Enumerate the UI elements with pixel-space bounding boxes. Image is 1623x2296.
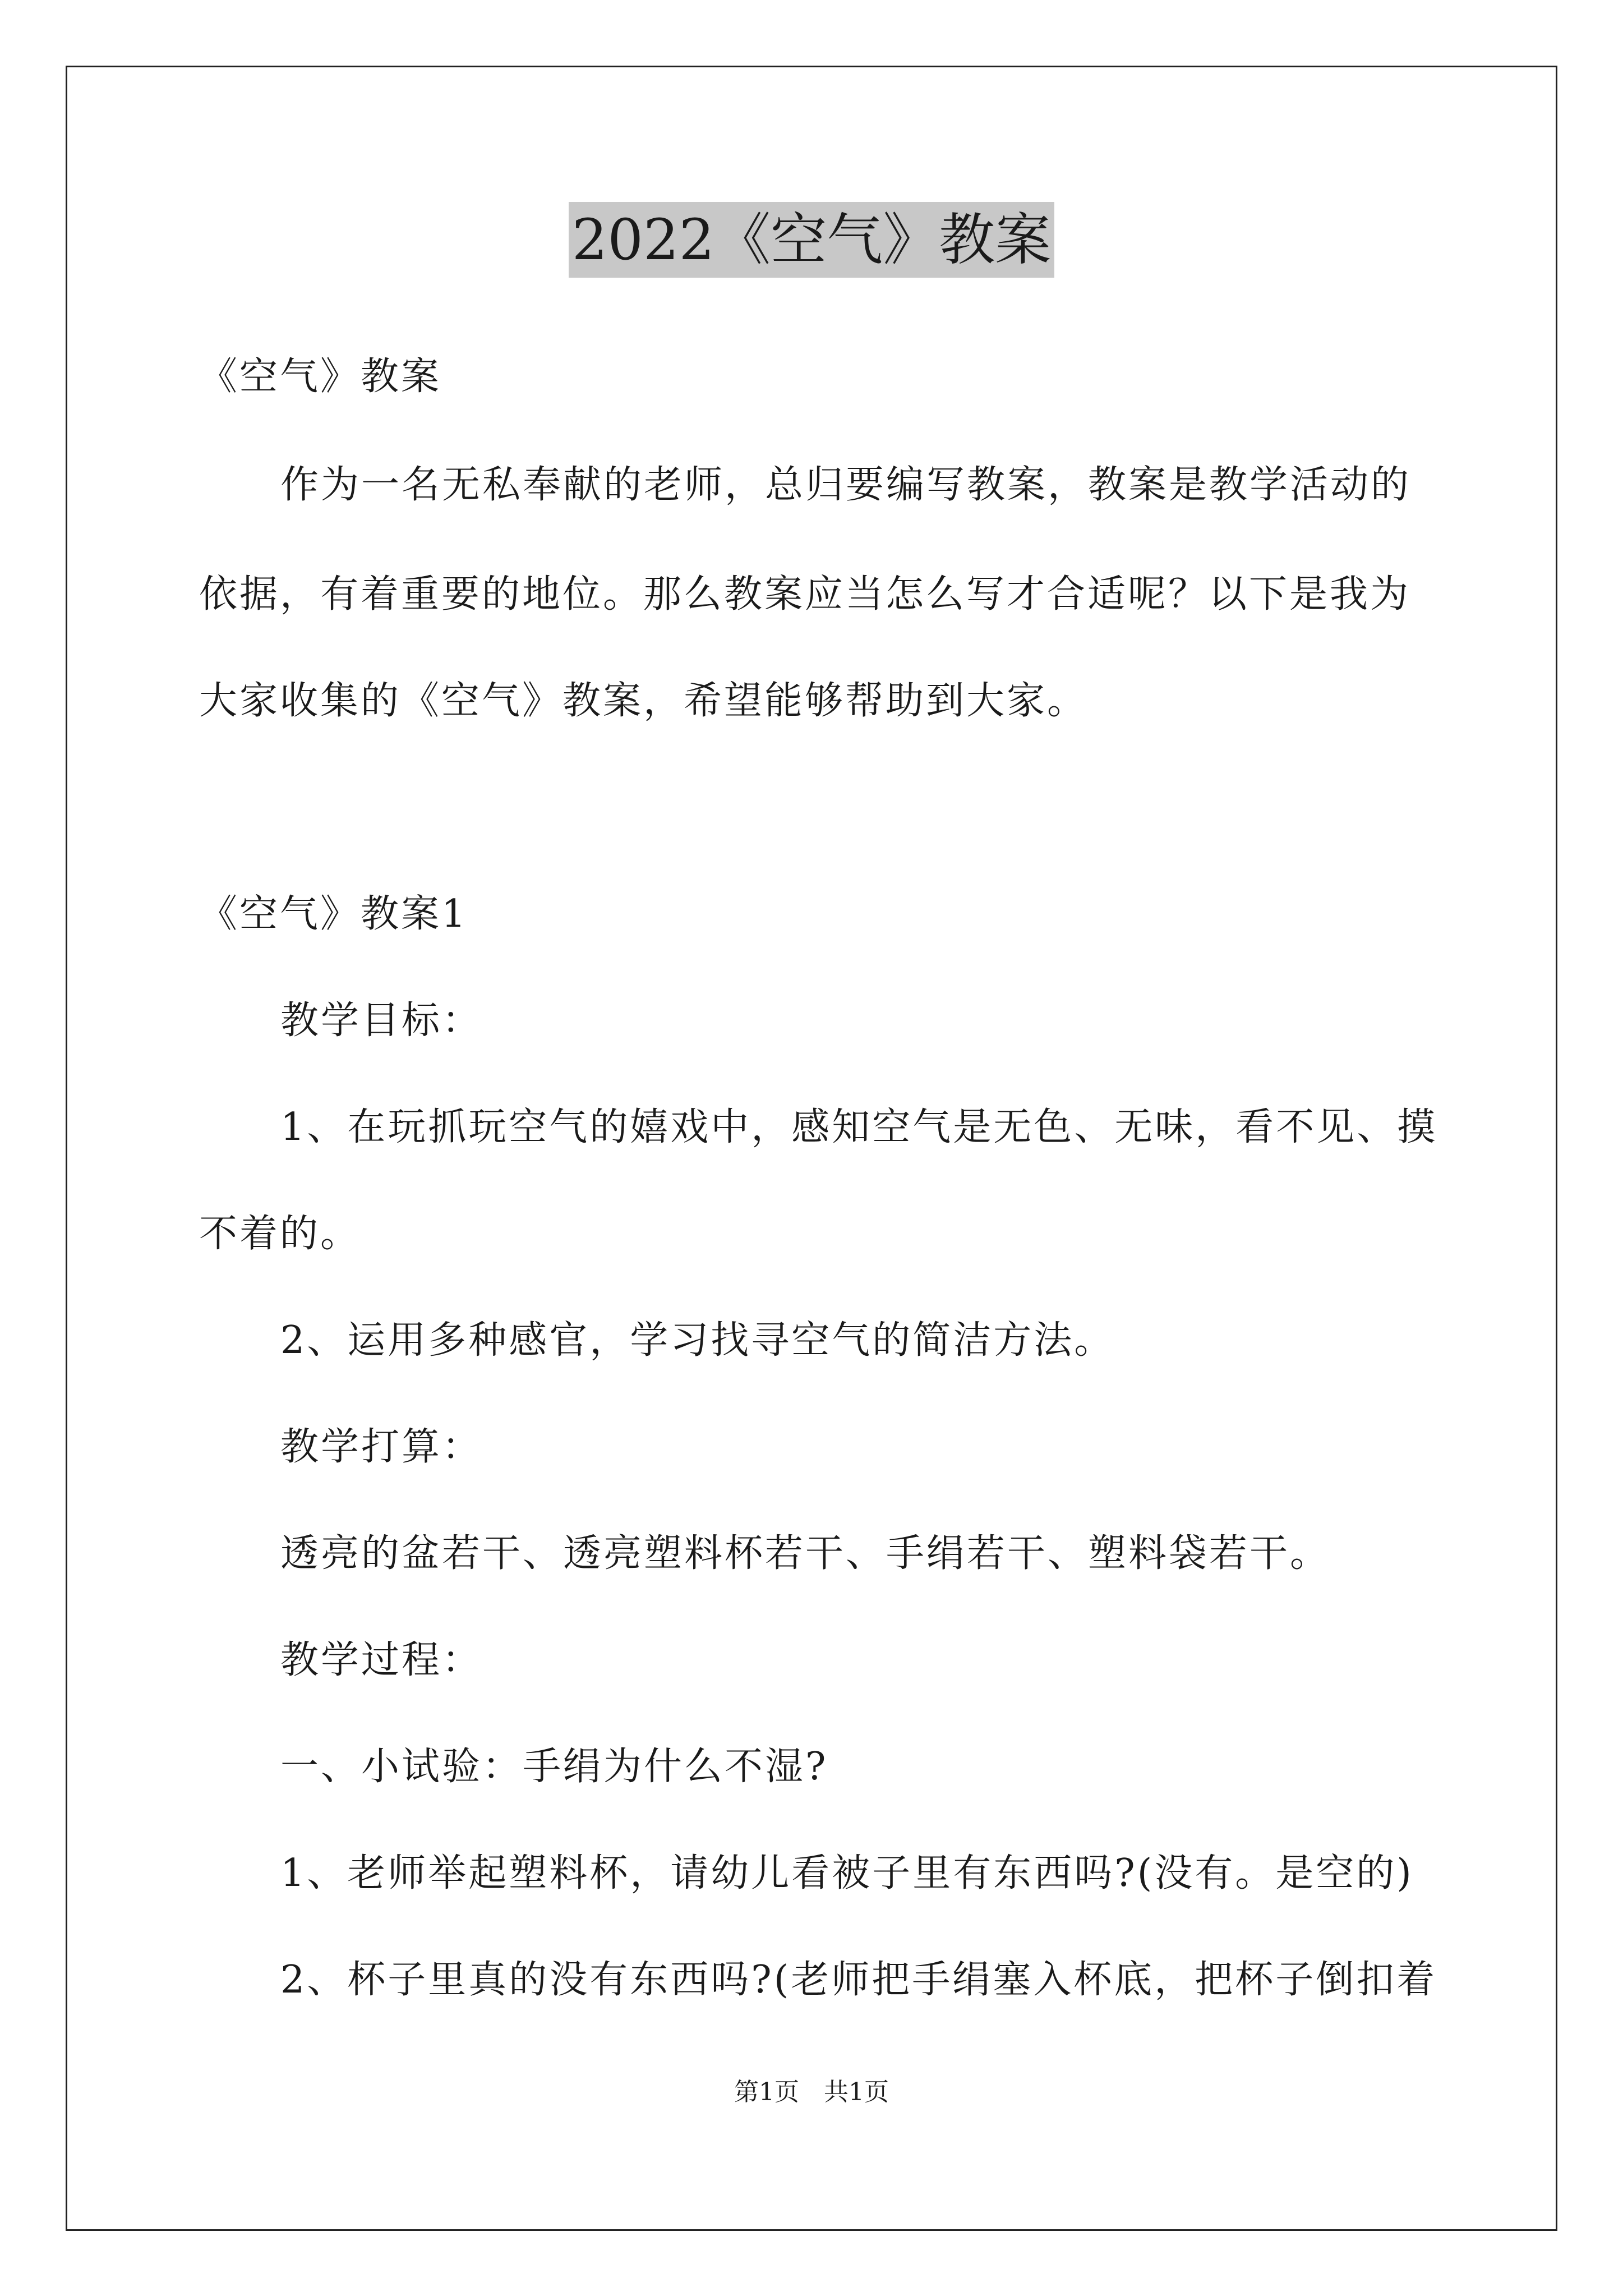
paragraph-line: 2、运用多种感官，学习找寻空气的简洁方法。	[280, 1318, 1115, 1363]
section-heading: 《空气》教案1	[199, 892, 468, 936]
paragraph-line: 教学打算：	[280, 1425, 483, 1469]
paragraph-line: 大家收集的《空气》教案，希望能够帮助到大家。	[199, 679, 1088, 723]
paragraph-line: 作为一名无私奉献的老师，总归要编写教案，教案是教学活动的	[280, 463, 1412, 507]
title-container	[0, 202, 1623, 278]
paragraph-line: 教学过程：	[280, 1638, 483, 1682]
document-title: 2022《空气》教案	[569, 202, 1055, 278]
paragraph-line: 1、老师举起塑料杯，请幼儿看被子里有东西吗?(没有。是空的)	[280, 1851, 1414, 1895]
section-heading: 《空气》教案	[199, 355, 442, 399]
paragraph-line: 透亮的盆若干、透亮塑料杯若干、手绢若干、塑料袋若干。	[280, 1531, 1331, 1576]
paragraph-line: 1、在玩抓玩空气的嬉戏中，感知空气是无色、无味，看不见、摸	[280, 1105, 1438, 1149]
paragraph-line: 一、小试验：手绢为什么不湿?	[280, 1745, 828, 1789]
paragraph-line: 依据，有着重要的地位。那么教案应当怎么写才合适呢？以下是我为	[199, 572, 1411, 616]
paragraph-line: 不着的。	[199, 1212, 361, 1256]
paragraph-line: 2、杯子里真的没有东西吗?(老师把手绢塞入杯底，把杯子倒扣着	[280, 1958, 1437, 2002]
page-footer: 第1页 共1页	[734, 2078, 889, 2106]
paragraph-line: 教学目标：	[280, 999, 483, 1043]
